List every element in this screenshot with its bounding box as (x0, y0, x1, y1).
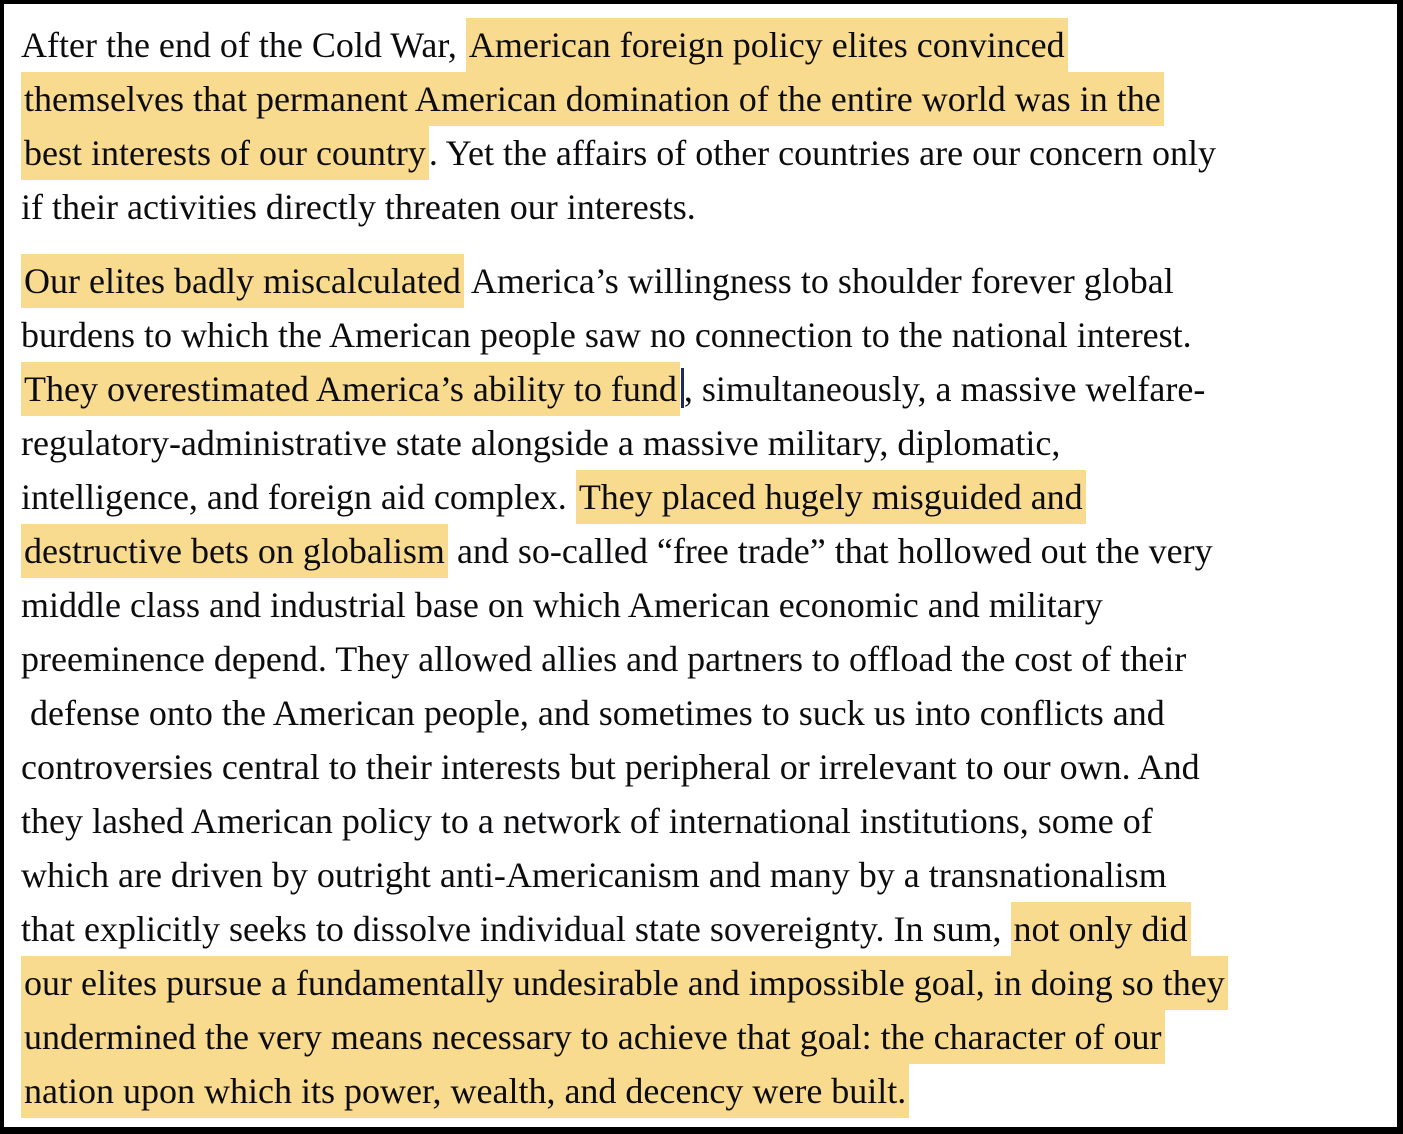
highlighted-segment: American foreign policy elites convinced (466, 18, 1068, 72)
text-segment: regulatory-administrative state alongside a massive military, diplomatic, (21, 423, 1061, 463)
highlighted-segment: They overestimated America’s ability to fund (21, 362, 680, 416)
paragraph (21, 254, 1387, 1118)
text-segment: they lashed American policy to a network of international institutions, some of (21, 801, 1153, 841)
text-line[interactable] (21, 362, 1387, 416)
text-segment: . Yet the affairs of other countries are our concern only (428, 133, 1216, 173)
highlighted-segment: not only did (1011, 902, 1191, 956)
text-line[interactable] (21, 254, 1387, 308)
text-segment: After the end of the Cold War, (21, 25, 466, 65)
text-segment: and so-called “free trade” that hollowed out the very (447, 531, 1213, 571)
highlighted-segment: destructive bets on globalism (21, 524, 448, 578)
text-line[interactable] (21, 902, 1387, 956)
text-line[interactable] (21, 794, 1387, 848)
text-line[interactable] (21, 524, 1387, 578)
text-segment: if their activities directly threaten our interests. (21, 187, 696, 227)
text-segment: preeminence depend. They allowed allies and partners to offload the cost of their (21, 639, 1187, 679)
text-line[interactable] (21, 956, 1387, 1010)
text-segment: burdens to which the American people saw no connection to the national interest. (21, 315, 1192, 355)
text-line[interactable] (21, 1064, 1387, 1118)
text-line[interactable] (21, 848, 1387, 902)
text-line[interactable] (21, 18, 1387, 72)
text-line[interactable] (21, 180, 1387, 234)
text-segment: America’s willingness to shoulder forever global (463, 261, 1174, 301)
text-segment: middle class and industrial base on which American economic and military (21, 585, 1103, 625)
text-segment: that explicitly seeks to dissolve individual state sovereignty. In sum, (21, 909, 1011, 949)
text-line[interactable] (21, 126, 1387, 180)
highlighted-segment: undermined the very means necessary to achieve that goal: the character of our (21, 1010, 1165, 1064)
document-text-area[interactable] (4, 4, 1397, 1118)
text-line[interactable] (21, 470, 1387, 524)
highlighted-segment: themselves that permanent American domination of the entire world was in the (21, 72, 1164, 126)
text-line[interactable] (21, 632, 1387, 686)
text-line[interactable] (21, 740, 1387, 794)
text-segment: controversies central to their interests but peripheral or irrelevant to our own. And (21, 747, 1200, 787)
highlighted-segment: nation upon which its power, wealth, and decency were built. (21, 1064, 909, 1118)
highlighted-segment: Our elites badly miscalculated (21, 254, 464, 308)
text-line[interactable] (21, 1010, 1387, 1064)
text-line[interactable] (21, 416, 1387, 470)
text-segment: which are driven by outright anti-Americanism and many by a transnationalism (21, 855, 1167, 895)
text-line[interactable] (21, 578, 1387, 632)
text-segment: , simultaneously, a massive welfare- (683, 369, 1206, 409)
text-segment: intelligence, and foreign aid complex. (21, 477, 576, 517)
paragraph (21, 18, 1387, 234)
highlighted-segment: They placed hugely misguided and (576, 470, 1086, 524)
highlighted-segment: best interests of our country (21, 126, 429, 180)
text-line[interactable] (21, 72, 1387, 126)
text-line[interactable] (21, 686, 1387, 740)
text-segment: defense onto the American people, and sometimes to suck us into conflicts and (21, 693, 1165, 733)
highlighted-segment: our elites pursue a fundamentally undesirable and impossible goal, in doing so they (21, 956, 1228, 1010)
text-line[interactable] (21, 308, 1387, 362)
